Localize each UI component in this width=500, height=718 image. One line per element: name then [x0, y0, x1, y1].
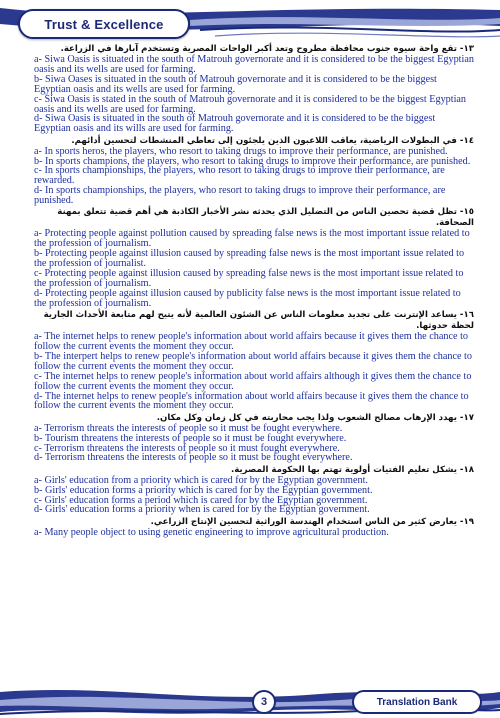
- option-b: b- The interpert helps to renew people's information about world affairs because it gives them the chance to follow the current events the moment they occur.: [34, 350, 472, 372]
- question-prompt: ١٤- في البطولات الرياضية، يعاقب اللاعبون الذين يلجئون إلى تعاطي المنشطات لتحسين أدائهم.: [71, 135, 474, 146]
- option-c: c- Terrorism threatens the interests of people so it must fought everywhere.: [34, 442, 340, 454]
- brand-badge: [18, 9, 190, 39]
- question-19: [34, 517, 474, 538]
- option-b: b- Tourism threatens the interests of people so it must be fought everywhere.: [34, 432, 347, 444]
- option-c: c- Protecting people against illusion caused by spreading false news is the most important issue related to the profession of journalism.: [34, 268, 464, 289]
- option-b: b- Protecting people against illusion caused by spreading false news is the most important issue related to the profession of journalist.: [34, 248, 465, 270]
- question-prompt: ١٩- يعارض كثير من الناس استخدام الهندسة الوراثية لتحسين الإنتاج الزراعي.: [150, 516, 474, 527]
- option-a: a- In sports heros, the players, who resort to taking drugs to improve their performance, are punished.: [34, 145, 448, 157]
- option-a: a- Many people object to using genetic engineering to improve agricultural production.: [34, 526, 389, 538]
- option-a: a- Terrorism threats the interests of people so it must be fought everywhere.: [34, 422, 343, 434]
- question-16: [34, 310, 474, 411]
- option-a: a- Siwa Oasis is situated in the south of Matrouh governorate and it is considered to be the biggest Egyptian oasis and its wells are used for farming.: [34, 54, 474, 75]
- question-list: [34, 44, 474, 538]
- option-c: c- The internet helps to renew people's information about world affairs although it gives them the chance to follow the current events the moment they occur.: [34, 370, 472, 392]
- question-17: [34, 413, 474, 464]
- option-d: d- Girls' education forms a priority when is cared for by the Egyptian government.: [34, 504, 370, 516]
- option-b: b- Siwa Oases is situated in the south of Matrouh governorate and it is considered to be the biggest Egyptian oasis and its wells are used for farming.: [34, 73, 437, 95]
- brand-title: Trust & Excellence: [44, 16, 164, 32]
- question-13: [34, 44, 474, 134]
- question-18: [34, 465, 474, 516]
- option-c: c- In sports championships, the players, who resort to taking drugs to improve their performance, are rewarded.: [34, 165, 445, 187]
- option-d: d- Protecting people against illusion caused by publicity false news is the most important issue related to the profession of journalism.: [34, 287, 461, 309]
- option-c: c- Girls' education forms a period which is cared for by the Egyptian government.: [34, 494, 368, 506]
- option-c: c- Siwa Oasis is stated in the south of Matrouh governorate and it is considered to be the biggest Egyptian oasis and its wells are used for farming.: [34, 93, 467, 115]
- page-header: [0, 0, 500, 48]
- option-d: d- The internet helps to renew people's information about world affairs because it gives them the chance to follow the current events the moment they occur.: [34, 390, 469, 412]
- option-a: a- Protecting people against pollution caused by spreading false news is the most important issue related to the profession of journalism.: [34, 228, 470, 250]
- question-prompt: ١٣- تقع واحة سيوه جنوب محافظة مطروح وتعد أكبر الواحات المصرية وتستخدم آبارها في الزراعة.: [60, 44, 474, 54]
- page-footer: [0, 678, 500, 718]
- question-prompt: ١٧- يهدد الإرهاب مصالح الشعوب ولذا يجب محاربته في كل زمان وكل مكان.: [156, 412, 474, 423]
- option-d: d- Siwa Oasis is situated in the south of Matrouh governorate and it is considered to be the biggest Egyptian oasis and its wills are used for farming.: [34, 113, 436, 135]
- option-d: d- In sports championships, the players, who resort to taking drugs to improve their performance, are punished.: [34, 185, 446, 207]
- question-14: [34, 136, 474, 206]
- option-a: a- The internet helps to renew people's information about world affairs because it gives them the chance to follow the current events the moment they occur.: [34, 331, 468, 353]
- translation-bank-label: Translation Bank: [376, 696, 458, 708]
- question-15: [34, 207, 474, 308]
- translation-bank-badge: [352, 690, 482, 714]
- option-b: b- Girls' education forms a priority which is cared for by the Egyptian government.: [34, 484, 373, 496]
- option-b: b- In sports champions, the players, who resort to taking drugs to improve their performance, are punished.: [34, 155, 471, 167]
- page-number: 3: [252, 690, 276, 714]
- option-a: a- Girls' education from a priority which is cared for by the Egyptian government.: [34, 474, 368, 486]
- question-prompt: ١٥- تظل قضية تحصين الناس من التضليل الذي يحدثه نشر الأخبار الكاذبة هي أهم قضية تتعلق بمهنة الصحافة.: [57, 207, 474, 229]
- question-prompt: ١٦- يساعد الإنترنت على تجديد معلومات الناس عن الشئون العالمية لأنه يتيح لهم متابعة الأحداث الجارية لحظة حدوثها.: [43, 310, 474, 332]
- question-prompt: ١٨- يشكل تعليم الفتيات أولوية تهتم بها الحكومة المصرية.: [230, 464, 474, 475]
- option-d: d- Terrorism threatens the interests of people so it must be fought everywhere.: [34, 452, 353, 464]
